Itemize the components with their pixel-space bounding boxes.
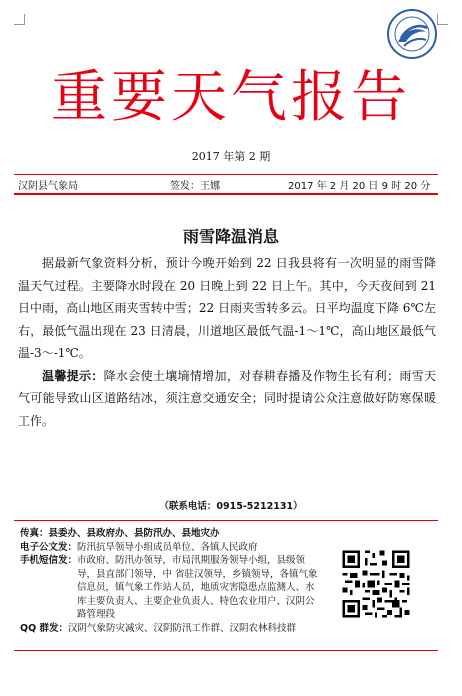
- issue-number: 2017 年第 2 期: [191, 150, 271, 163]
- email-label: 电子公文发：: [20, 541, 78, 553]
- qq-recipients: 汉阴气象防灾减灾、汉阴防汛工作群、汉阴农林科技群: [67, 622, 296, 634]
- tip-text: 降水会使土壤墒情增加，对春耕春播及作物生长有利；雨雪天气可能导致山区道路结冰，须注意交通安全；同时提请公众注意做好防寒保暖工作。: [18, 368, 436, 428]
- fax-recipients: 县委办、县政府办、县防汛办、县地灾办: [48, 528, 220, 539]
- crop-mark-top-left: [14, 14, 25, 25]
- issuing-org: 汉阴县气象局: [18, 181, 78, 192]
- headline: 雨雪降温消息: [182, 227, 279, 246]
- distribution-fax: [20, 527, 320, 541]
- qq-label: QQ 群发：: [20, 622, 68, 634]
- body-paragraph: 据最新气象资料分析，预计今晚开始到 22 日我县将有一次明显的雨雪降温天气过程。主要降水时段在 20 日晚上到 22 日上午。其中，今天夜间到 21 日中雨，高山地区雨夹雪转中雪；22 日雨夹雪转多云。日平均温度下降 6℃左右，最低气温出现在 23 日清晨，川道地区最低气温-1～1℃，高山地区最低气温-3～-1℃。: [18, 256, 436, 360]
- sms-recipients: 市政府、防汛办领导，市局汛期服务领导小组，县级领导，县直部门领导，中 省驻汉领导，乡镇领导，各镇气象信息员，镇气象工作站人员，地质灾害隐患点监测人、水库主要负责人、主要企业负责人、特色农业用户、汉阴公路管理段: [77, 555, 318, 620]
- distribution-list: [20, 527, 320, 635]
- tip-label: 温馨提示：: [42, 368, 104, 383]
- rule-top: [14, 174, 438, 175]
- meta-line: [18, 177, 438, 191]
- masthead-title: 重要天气报告: [51, 65, 411, 130]
- email-recipients: 防汛抗旱领导小组成员单位、各镇人民政府: [77, 541, 258, 553]
- rule-bottom: [14, 650, 438, 651]
- report-body: [18, 252, 436, 432]
- rule-distribution-top: [14, 520, 438, 521]
- signer: 签发：王娜: [170, 181, 220, 192]
- sms-label: 手机短信发：: [20, 555, 78, 566]
- fax-label: 传真：: [20, 528, 49, 539]
- distribution-sms: [20, 554, 320, 622]
- issue-datetime: 2017 年 2 月 20 日 9 时 20 分: [288, 181, 431, 192]
- contact-phone: （联系电话：0915-5212131）: [159, 501, 303, 512]
- distribution-email: [20, 541, 320, 555]
- cma-logo-icon: [386, 8, 438, 60]
- qr-code-icon: [340, 548, 412, 620]
- distribution-qq: [20, 622, 320, 636]
- rule-meta-bottom: [14, 193, 438, 195]
- crop-mark-top-right: [437, 14, 448, 25]
- tip-paragraph: [18, 365, 436, 433]
